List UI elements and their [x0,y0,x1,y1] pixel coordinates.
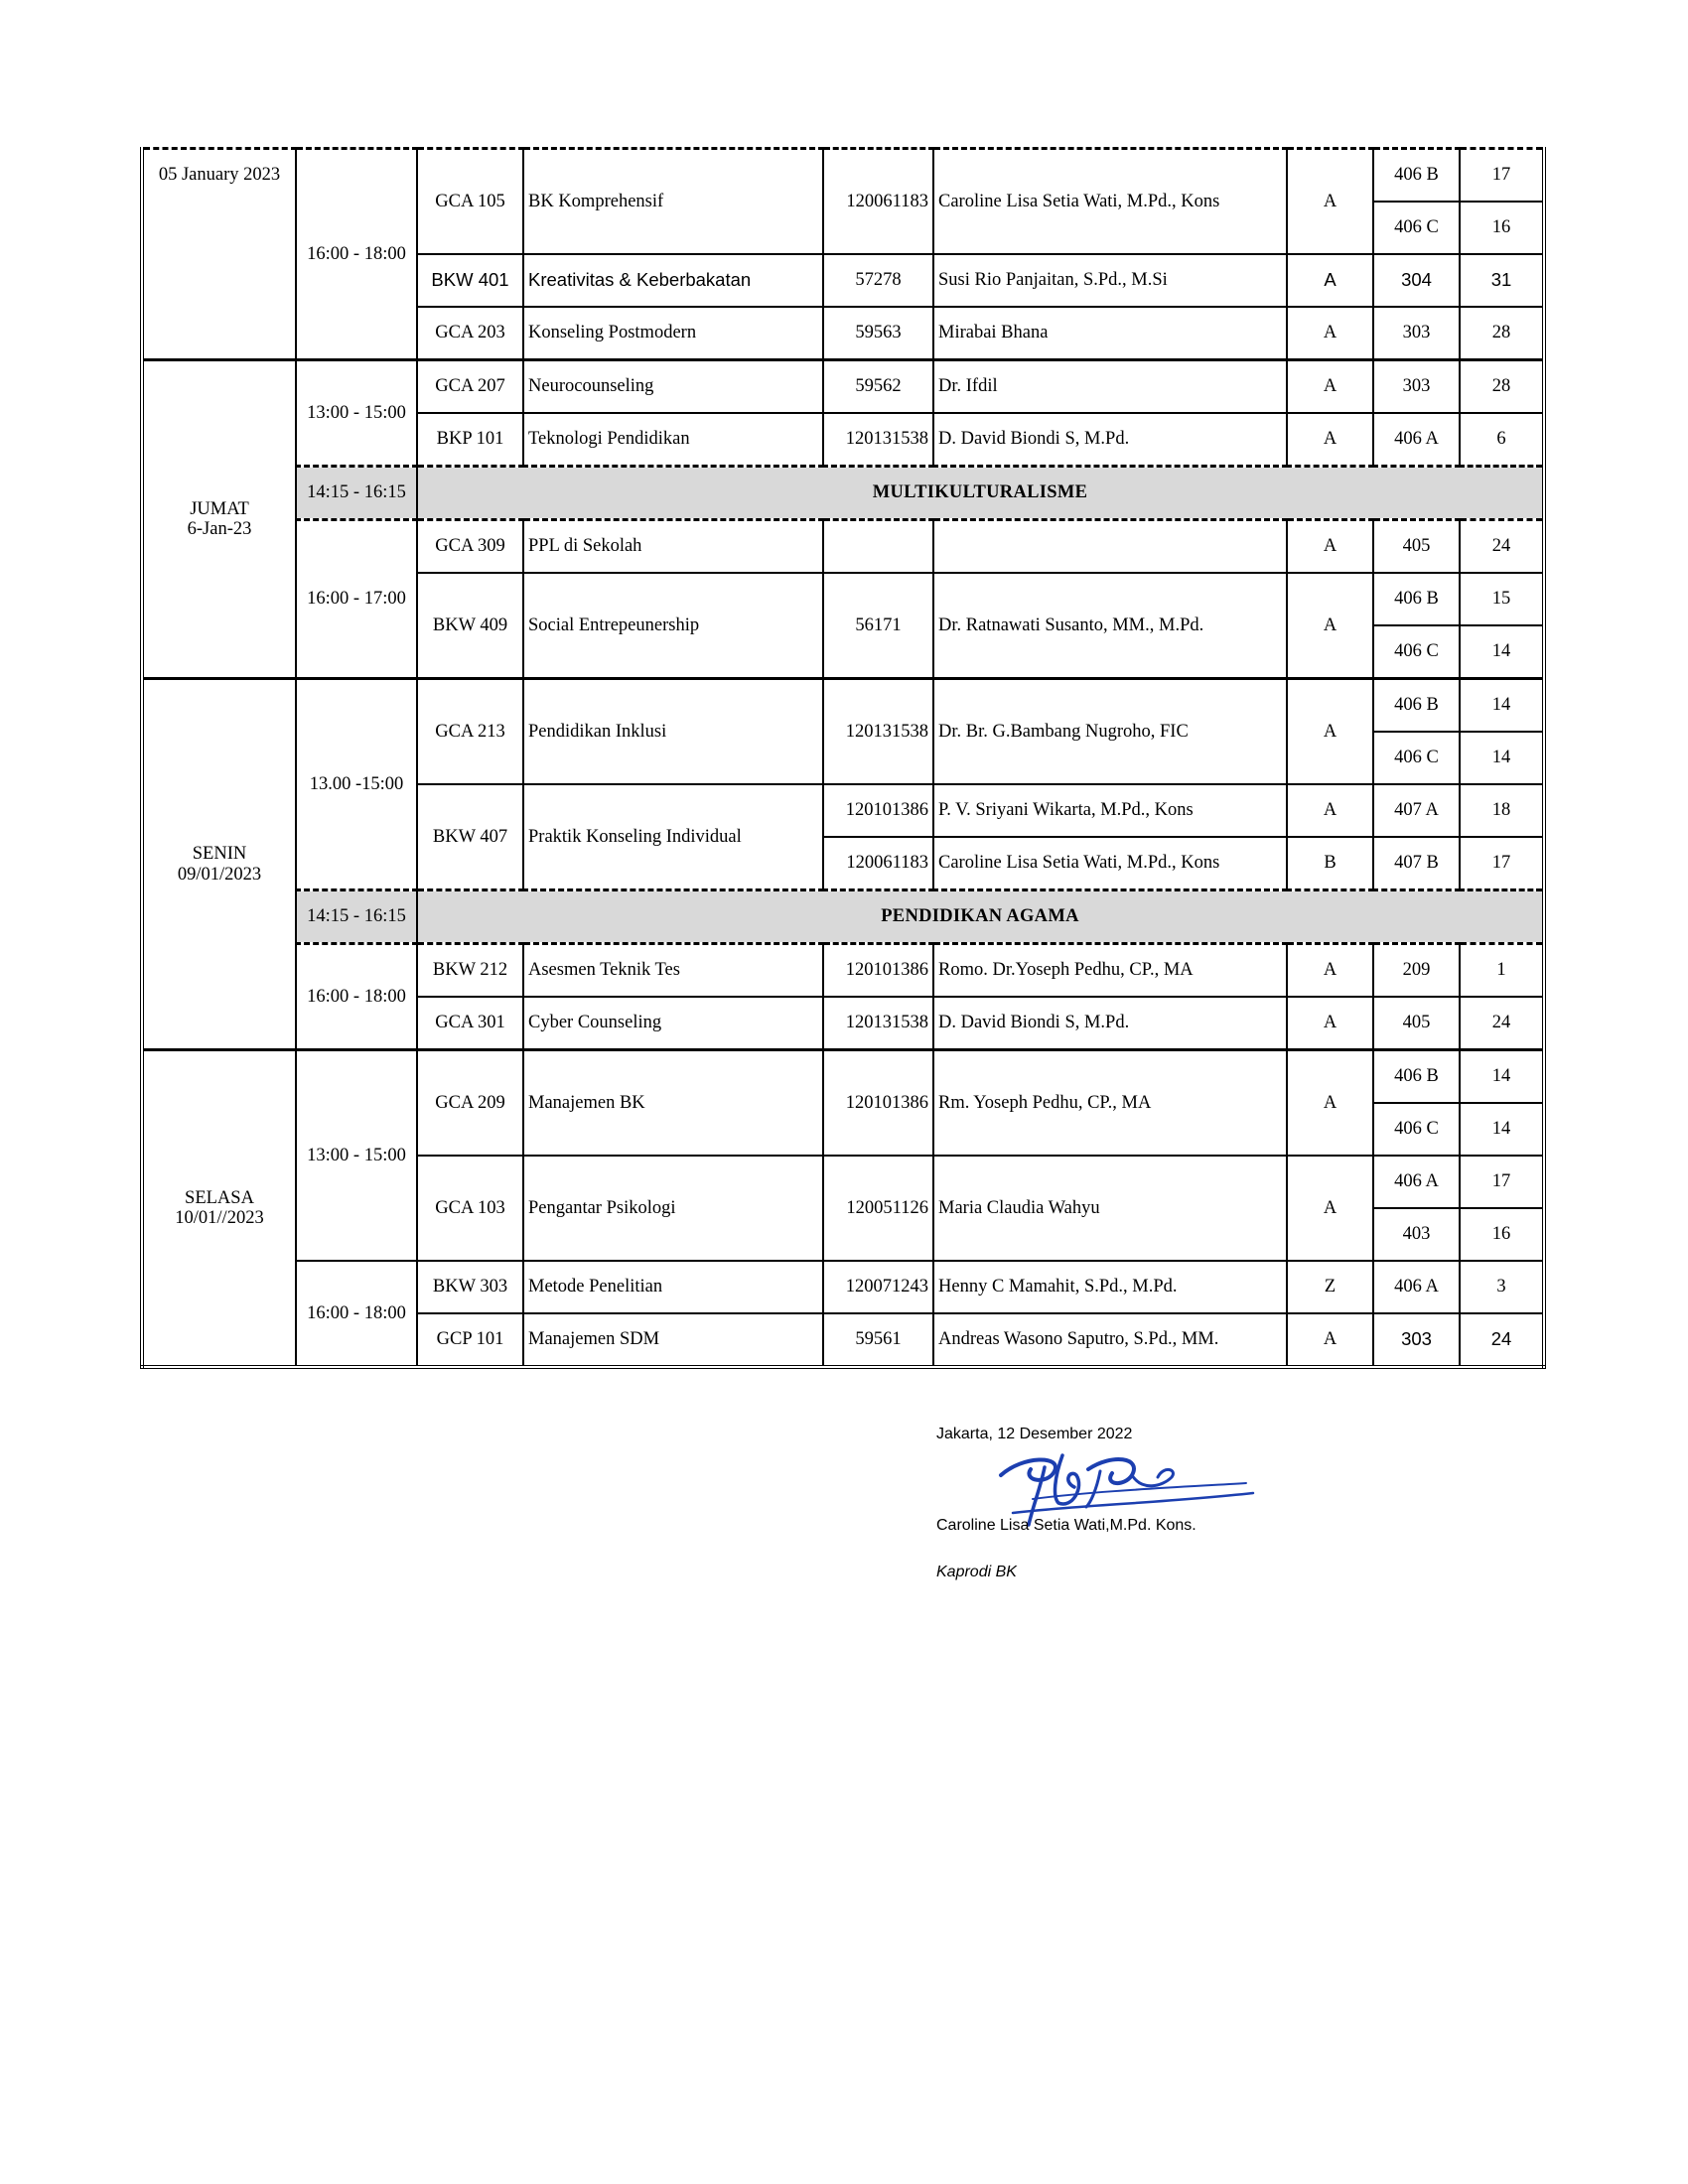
participant-count: 28 [1460,307,1544,360]
lecturer-name: Dr. Ifdil [933,360,1287,414]
signer-role: Kaprodi BK [936,1564,1017,1580]
lecturer-nip: 59561 [823,1313,933,1367]
course-code: GCA 301 [417,997,523,1050]
time-slot: 16:00 - 18:00 [296,944,417,1050]
room: 406 B [1373,679,1460,733]
participant-count: 17 [1460,837,1544,890]
day-name: SENIN [192,844,247,865]
lecturer-nip: 120061183 [823,837,933,890]
time-slot: 13:00 - 15:00 [296,1050,417,1262]
table-row [142,1261,1544,1313]
room: 303 [1373,360,1460,414]
participant-count: 31 [1460,254,1544,307]
lecturer-name: Maria Claudia Wahyu [933,1156,1287,1261]
lecturer-nip: 120101386 [823,1050,933,1157]
course-name: Kreativitas & Keberbakatan [523,254,823,307]
class-code: A [1287,679,1373,785]
course-code: BKP 101 [417,413,523,467]
class-code: A [1287,1156,1373,1261]
room: 405 [1373,997,1460,1050]
lecturer-name: Susi Rio Panjaitan, S.Pd., M.Si [933,254,1287,307]
exam-schedule-table [140,147,1546,1369]
participant-count: 24 [1460,1313,1544,1367]
room: 403 [1373,1208,1460,1261]
time-slot: 13.00 -15:00 [296,679,417,890]
course-code: GCA 209 [417,1050,523,1157]
course-code: BKW 409 [417,573,523,679]
participant-count: 18 [1460,784,1544,837]
signer-name: Caroline Lisa Setia Wati,M.Pd. Kons. [936,1517,1196,1534]
course-code: BKW 401 [417,254,523,307]
lecturer-name: D. David Biondi S, M.Pd. [933,997,1287,1050]
lecturer-name: Caroline Lisa Setia Wati, M.Pd., Kons [933,837,1287,890]
course-code: BKW 212 [417,944,523,998]
lecturer-nip: 120101386 [823,784,933,837]
room: 406 A [1373,1261,1460,1313]
break-session-title: PENDIDIKAN AGAMA [417,890,1544,944]
lecturer-name: P. V. Sriyani Wikarta, M.Pd., Kons [933,784,1287,837]
day-name: SELASA [185,1187,254,1208]
class-code: A [1287,149,1373,255]
table-row [142,360,1544,414]
class-code: A [1287,784,1373,837]
course-name: Manajemen SDM [523,1313,823,1367]
break-time: 14:15 - 16:15 [296,890,417,944]
course-name: BK Komprehensif [523,149,823,255]
participant-count: 16 [1460,1208,1544,1261]
time-slot: 16:00 - 17:00 [296,520,417,679]
class-code: A [1287,1050,1373,1157]
lecturer-name: D. David Biondi S, M.Pd. [933,413,1287,467]
participant-count: 14 [1460,679,1544,733]
lecturer-name: Caroline Lisa Setia Wati, M.Pd., Kons [933,149,1287,255]
lecturer-name: Dr. Br. G.Bambang Nugroho, FIC [933,679,1287,785]
day-name: JUMAT [190,498,249,519]
course-name: Neurocounseling [523,360,823,414]
room: 407 B [1373,837,1460,890]
day-cell-monday [142,679,296,1050]
course-name: Pendidikan Inklusi [523,679,823,785]
participant-count: 28 [1460,360,1544,414]
course-code: GCA 309 [417,520,523,574]
course-code: BKW 303 [417,1261,523,1313]
lecturer-nip: 56171 [823,573,933,679]
course-name: Asesmen Teknik Tes [523,944,823,998]
lecturer-nip: 120101386 [823,944,933,998]
class-code: A [1287,307,1373,360]
day-date: 05 January 2023 [158,165,281,185]
participant-count: 14 [1460,625,1544,679]
class-code: A [1287,1313,1373,1367]
participant-count: 14 [1460,1103,1544,1156]
lecturer-nip: 57278 [823,254,933,307]
course-code: GCA 103 [417,1156,523,1261]
participant-count: 16 [1460,202,1544,254]
break-row [142,890,1544,944]
course-name: Teknologi Pendidikan [523,413,823,467]
course-code: GCA 213 [417,679,523,785]
lecturer-nip: 59562 [823,360,933,414]
course-name: Metode Penelitian [523,1261,823,1313]
class-code: B [1287,837,1373,890]
lecturer-name: Rm. Yoseph Pedhu, CP., MA [933,1050,1287,1157]
lecturer-nip: 120131538 [823,413,933,467]
participant-count: 15 [1460,573,1544,625]
room: 407 A [1373,784,1460,837]
course-name: Cyber Counseling [523,997,823,1050]
break-time: 14:15 - 16:15 [296,467,417,520]
day-date: 10/01//2023 [175,1208,264,1228]
room: 406 A [1373,1156,1460,1208]
lecturer-nip: 120131538 [823,679,933,785]
lecturer-name [933,520,1287,574]
day-date: 6-Jan-23 [187,519,252,539]
day-cell-friday [142,360,296,679]
day-cell-tuesday [142,1050,296,1368]
room: 405 [1373,520,1460,574]
participant-count: 3 [1460,1261,1544,1313]
room: 209 [1373,944,1460,998]
time-slot: 16:00 - 18:00 [296,1261,417,1367]
table-row [142,520,1544,574]
course-name: Praktik Konseling Individual [523,784,823,890]
course-code: GCA 203 [417,307,523,360]
room: 406 A [1373,413,1460,467]
day-date: 09/01/2023 [177,864,262,885]
participant-count: 6 [1460,413,1544,467]
room: 406 C [1373,732,1460,784]
lecturer-name: Mirabai Bhana [933,307,1287,360]
participant-count: 14 [1460,732,1544,784]
time-slot: 16:00 - 18:00 [296,149,417,360]
room: 406 B [1373,573,1460,625]
participant-count: 17 [1460,149,1544,203]
lecturer-name: Dr. Ratnawati Susanto, MM., M.Pd. [933,573,1287,679]
lecturer-name: Henny C Mamahit, S.Pd., M.Pd. [933,1261,1287,1313]
room: 304 [1373,254,1460,307]
class-code: A [1287,944,1373,998]
course-code: GCA 105 [417,149,523,255]
participant-count: 14 [1460,1050,1544,1104]
table-row [142,149,1544,203]
course-name: PPL di Sekolah [523,520,823,574]
course-code: GCA 207 [417,360,523,414]
participant-count: 17 [1460,1156,1544,1208]
break-row [142,467,1544,520]
place-date: Jakarta, 12 Desember 2022 [936,1426,1133,1442]
table-row [142,1050,1544,1104]
course-code: GCP 101 [417,1313,523,1367]
course-name: Konseling Postmodern [523,307,823,360]
room: 406 C [1373,625,1460,679]
participant-count: 24 [1460,520,1544,574]
lecturer-nip: 120071243 [823,1261,933,1313]
room: 303 [1373,1313,1460,1367]
table-row [142,944,1544,998]
room: 406 C [1373,202,1460,254]
break-session-title: MULTIKULTURALISME [417,467,1544,520]
day-cell-thursday [142,149,296,360]
lecturer-nip: 120131538 [823,997,933,1050]
lecturer-nip: 120061183 [823,149,933,255]
time-slot: 13:00 - 15:00 [296,360,417,467]
room: 406 B [1373,149,1460,203]
class-code: A [1287,573,1373,679]
table-row [142,679,1544,733]
class-code: A [1287,413,1373,467]
room: 303 [1373,307,1460,360]
lecturer-nip [823,520,933,574]
class-code: Z [1287,1261,1373,1313]
class-code: A [1287,520,1373,574]
participant-count: 24 [1460,997,1544,1050]
course-name: Manajemen BK [523,1050,823,1157]
lecturer-name: Andreas Wasono Saputro, S.Pd., MM. [933,1313,1287,1367]
room: 406 B [1373,1050,1460,1104]
participant-count: 1 [1460,944,1544,998]
course-name: Social Entrepeunership [523,573,823,679]
lecturer-name: Romo. Dr.Yoseph Pedhu, CP., MA [933,944,1287,998]
class-code: A [1287,360,1373,414]
course-code: BKW 407 [417,784,523,890]
class-code: A [1287,254,1373,307]
class-code: A [1287,997,1373,1050]
lecturer-nip: 120051126 [823,1156,933,1261]
course-name: Pengantar Psikologi [523,1156,823,1261]
lecturer-nip: 59563 [823,307,933,360]
room: 406 C [1373,1103,1460,1156]
